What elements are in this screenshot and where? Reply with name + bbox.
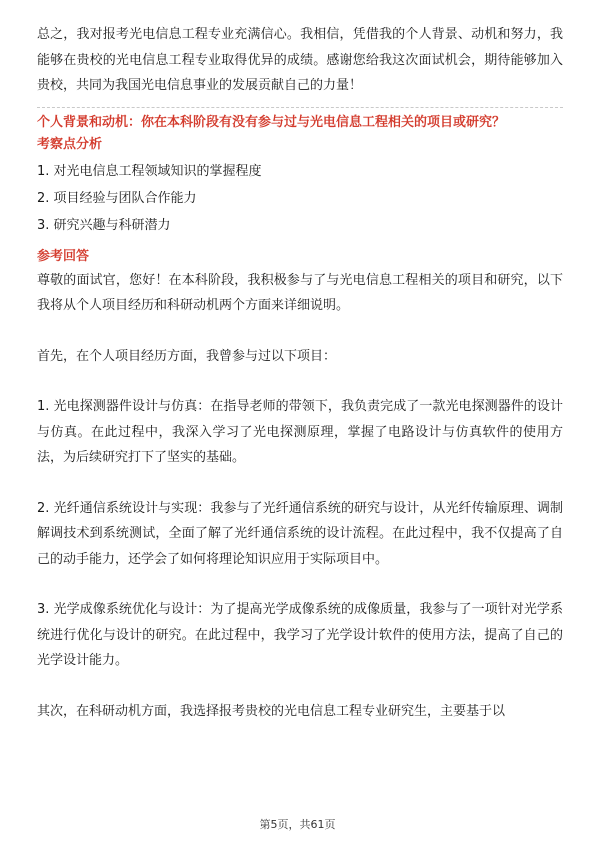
answer-paragraph: 首先，在个人项目经历方面，我曾参与过以下项目： [37,348,337,364]
answer-paragraph: 1. 光电探测器件设计与仿真：在指导老师的带领下，我负责完成了一款光电探测器件的设计与仿真。在此过程中，我深入学习了光电探测原理，掌握了电路设计与仿真软件的使用方法，为后续研究打下了坚实的基础。 [37,399,563,465]
document-body [37,22,563,724]
answer-paragraph: 其次，在科研动机方面，我选择报考贵校的光电信息工程专业研究生，主要基于以 [37,703,506,719]
analysis-item: 1. 对光电信息工程领域知识的掌握程度 [37,163,262,179]
interview-question: 个人背景和动机：你在本科阶段有没有参与过与光电信息工程相关的项目或研究？ [37,114,506,130]
analysis-item: 2. 项目经验与团队合作能力 [37,190,197,206]
answer-heading: 参考回答 [37,248,90,264]
section-divider [37,107,563,108]
answer-paragraph: 2. 光纤通信系统设计与实现：我参与了光纤通信系统的研究与设计，从光纤传输原理、调制解调技术到系统测试，全面了解了光纤通信系统的设计流程。在此过程中，我不仅提高了自己的动手能力，还学会了如何将理论知识应用于实际项目中。 [37,500,563,567]
analysis-heading: 考察点分析 [37,136,103,152]
analysis-item: 3. 研究兴趣与科研潜力 [37,217,171,233]
closing-paragraph: 总之，我对报考光电信息工程专业充满信心。我相信，凭借我的个人背景、动机和努力，我能够在贵校的光电信息工程专业取得优异的成绩。感谢您给我这次面试机会，期待能够加入贵校，共同为我国光电信息事业的发展贡献自己的力量！ [37,27,563,93]
page-number: 第5页，共61页 [259,818,336,831]
answer-paragraph: 尊敬的面试官，您好！在本科阶段，我积极参与了与光电信息工程相关的项目和研究，以下我将从个人项目经历和科研动机两个方面来详细说明。 [37,272,563,313]
analysis-list [37,158,563,239]
answer-paragraph: 3. 光学成像系统优化与设计：为了提高光学成像系统的成像质量，我参与了一项针对光学系统进行优化与设计的研究。在此过程中，我学习了光学设计软件的使用方法，提高了自己的光学设计能力。 [37,602,563,668]
